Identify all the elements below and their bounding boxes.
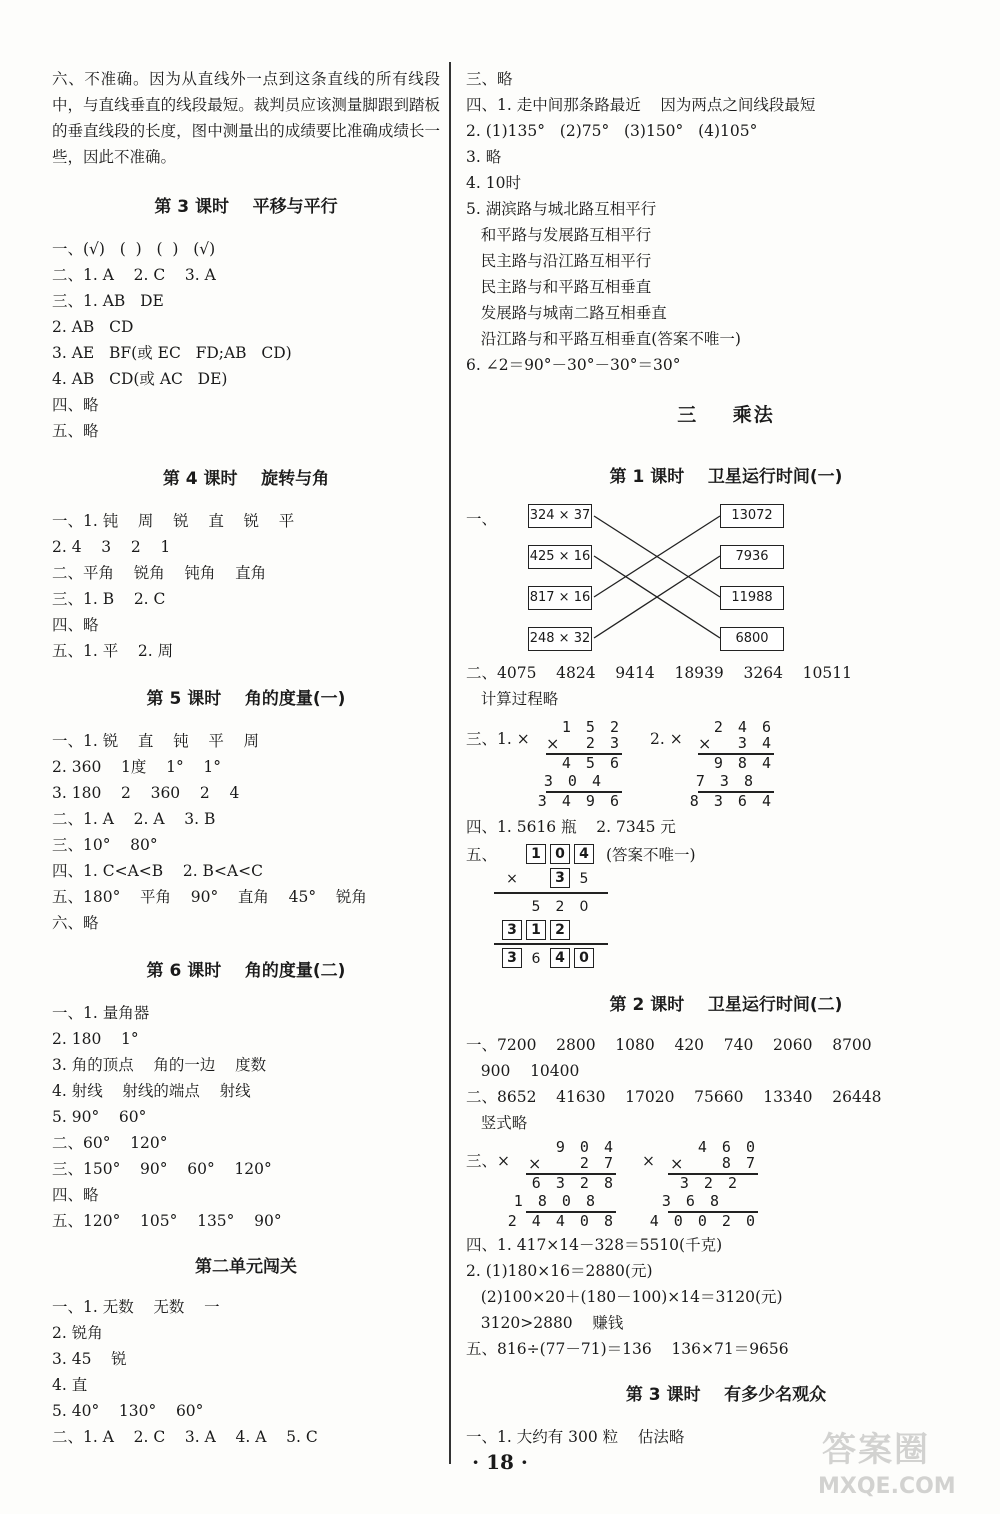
answer-line: 四、1. 走中间那条路最近 因为两点之间线段最短 xyxy=(466,96,816,114)
answer-line: 2. 360 1度 1° 1° xyxy=(52,758,222,776)
multiplicand: 9 0 4 xyxy=(555,1138,616,1156)
digit-box: 1 xyxy=(526,844,546,864)
answer-line: 二、4075 4824 9414 18939 3264 10511 xyxy=(466,664,852,682)
section-title: 第 2 课时 卫星运行时间(二) xyxy=(609,995,843,1015)
partial-product: 3 6 8 xyxy=(661,1192,722,1210)
answer-line: 一、(√) ( ) ( ) (√) xyxy=(52,240,216,258)
answer-line: 四、1. 5616 瓶 2. 7345 元 xyxy=(466,818,676,836)
result-box: 13072 xyxy=(720,504,784,528)
digit-box: 2 xyxy=(550,920,570,940)
partial-product: 3 2 2 xyxy=(679,1174,740,1192)
multiplier: 8 7 xyxy=(721,1154,758,1172)
answer-line: 五、1. 平 2. 周 xyxy=(52,642,174,660)
answer-line: 2. (1)180×16＝2880(元) xyxy=(466,1262,653,1280)
partial-product: 7 3 8 xyxy=(695,772,756,790)
vertical-multiplication xyxy=(689,718,774,810)
answer-line: 二、1. A 2. A 3. B xyxy=(52,810,216,828)
result-box: 6800 xyxy=(720,627,784,651)
answer-line: 和平路与发展路互相平行 xyxy=(466,226,652,244)
answer-line: 一、1. 锐 直 钝 平 周 xyxy=(52,732,260,750)
answer-line: 一、1. 钝 周 锐 直 锐 平 xyxy=(52,512,295,530)
answer-line: 2. AB CD xyxy=(52,318,134,336)
digit-puzzle xyxy=(494,842,614,972)
answer-line: 6. ∠2＝90°－30°－30°＝30° xyxy=(466,356,681,374)
answer-line: 五、120° 105° 135° 90° xyxy=(52,1212,282,1230)
answer-line: 3. 45 锐 xyxy=(52,1350,127,1368)
answer-line: 3. 180 2 360 2 4 xyxy=(52,784,240,802)
answer-line: 三、10° 80° xyxy=(52,836,158,854)
answer-line: 2. 锐角 xyxy=(52,1324,103,1342)
question-label: 一、 xyxy=(466,510,498,528)
multiplier: 2 3 xyxy=(585,734,622,752)
answer-note: (答案不唯一) xyxy=(606,846,696,864)
answer-line: 一、1. 量角器 xyxy=(52,1004,150,1022)
digit: 2 xyxy=(555,899,565,915)
product: 3 4 9 6 xyxy=(537,792,622,810)
answer-line: 四、1. 417×14－328＝5510(千克) xyxy=(466,1236,723,1254)
answer-line: 3. AE BF(或 EC FD;AB CD) xyxy=(52,344,292,362)
partial-product: 3 0 4 xyxy=(543,772,604,790)
vertical-multiplication xyxy=(537,718,622,810)
answer-line: 一、7200 2800 1080 420 740 2060 8700 xyxy=(466,1036,872,1054)
answer-line: 五、略 xyxy=(52,422,99,440)
answer-line: 三、1. B 2. C xyxy=(52,590,166,608)
multiplicand: 4 6 0 xyxy=(697,1138,758,1156)
section-title: 第 6 课时 角的度量(二) xyxy=(146,961,346,981)
multiplier: 3 4 xyxy=(737,734,774,752)
section-title: 第 3 课时 平移与平行 xyxy=(154,197,338,217)
answer-line: 2. (1)135° (2)75° (3)150° (4)105° xyxy=(466,122,758,140)
multiplicand: 1 5 2 xyxy=(561,718,622,736)
vertical-multiplication xyxy=(649,1138,758,1230)
question-label: 2. × xyxy=(650,730,683,748)
expression-box: 248 × 32 xyxy=(528,627,592,651)
question-label: 三、1. × xyxy=(466,730,530,748)
rule xyxy=(494,892,608,894)
answer-line: 一、1. 大约有 300 粒 估法略 xyxy=(466,1428,685,1446)
product: 4 0 0 2 0 xyxy=(649,1212,758,1230)
answer-line: (2)100×20＋(180－100)×14＝3120(元) xyxy=(466,1288,783,1306)
answer-line: 900 10400 xyxy=(466,1062,580,1080)
section-title: 第 4 课时 旋转与角 xyxy=(162,469,330,489)
digit: 0 xyxy=(579,899,589,915)
answer-line: 六、略 xyxy=(52,914,99,932)
answer-paragraph: 六、不准确。因为从直线外一点到这条直线的所有线段中，与直线垂直的线段最短。裁判员应该测量脚跟到踏板的垂直线段的长度，图中测量出的成绩要比准确成绩长一些，因此不准确。 xyxy=(52,70,440,166)
answer-line: 发展路与城南二路互相垂直 xyxy=(466,304,667,322)
rule xyxy=(494,943,608,945)
answer-line: 4. 射线 射线的端点 射线 xyxy=(52,1082,251,1100)
answer-line: 二、8652 41630 17020 75660 13340 26448 xyxy=(466,1088,882,1106)
partial-product: 1 8 0 8 xyxy=(513,1192,598,1210)
answer-line: 竖式略 xyxy=(466,1114,528,1132)
digit-box: 3 xyxy=(502,920,522,940)
digit: 5 xyxy=(531,899,541,915)
answer-line: 四、略 xyxy=(52,396,99,414)
digit: 5 xyxy=(579,871,589,887)
section-title: 第 5 课时 角的度量(一) xyxy=(146,689,346,709)
digit-box: 3 xyxy=(502,948,522,968)
answer-line: 沿江路与和平路互相垂直(答案不唯一) xyxy=(466,330,741,348)
expression-box: 425 × 16 xyxy=(528,545,592,569)
question-label: 三、× xyxy=(466,1152,510,1170)
section-title: 第 3 课时 有多少名观众 xyxy=(625,1385,827,1405)
watermark-text: 答案圈 xyxy=(822,1430,930,1470)
column-divider xyxy=(449,62,451,1464)
answer-line: 2. 180 1° xyxy=(52,1030,139,1048)
page-number: · 18 · xyxy=(472,1450,528,1474)
times-sign: × xyxy=(670,1154,684,1173)
watermark-url: MXQE.COM xyxy=(818,1474,956,1499)
result-box: 7936 xyxy=(720,545,784,569)
answer-line: 二、1. A 2. C 3. A xyxy=(52,266,216,284)
answer-line: 四、略 xyxy=(52,616,99,634)
result-box: 11988 xyxy=(720,586,784,610)
expression-box: 324 × 37 xyxy=(528,504,592,528)
expression-box: 817 × 16 xyxy=(528,586,592,610)
partial-product: 6 3 2 8 xyxy=(531,1174,616,1192)
question-label: 五、 xyxy=(466,846,498,864)
digit-box: 0 xyxy=(574,948,594,968)
answer-line: 5. 湖滨路与城北路互相平行 xyxy=(466,200,657,218)
answer-line: 2. 4 3 2 1 xyxy=(52,538,171,556)
unit-title: 三 乘法 xyxy=(677,404,775,426)
answer-line: 三、略 xyxy=(466,70,513,88)
section-title: 第 1 课时 卫星运行时间(一) xyxy=(609,467,843,487)
question-label: × xyxy=(642,1152,655,1170)
answer-line: 3. 角的顶点 角的一边 度数 xyxy=(52,1056,267,1074)
answer-line: 4. AB CD(或 AC DE) xyxy=(52,370,228,388)
times-sign: × xyxy=(528,1154,542,1173)
answer-line: 五、180° 平角 90° 直角 45° 锐角 xyxy=(52,888,367,906)
answer-line: 五、816÷(77－71)＝136 136×71＝9656 xyxy=(466,1340,789,1358)
digit: 6 xyxy=(531,951,541,967)
answer-line: 一、1. 无数 无数 一 xyxy=(52,1298,220,1316)
times-sign: × xyxy=(546,734,560,753)
times-sign: × xyxy=(698,734,712,753)
answer-line: 二、平角 锐角 钝角 直角 xyxy=(52,564,267,582)
answer-line: 四、略 xyxy=(52,1186,99,1204)
matching-diagram xyxy=(528,504,868,664)
answer-line: 3. 略 xyxy=(466,148,502,166)
digit-box: 1 xyxy=(526,920,546,940)
answer-line: 3120>2880 赚钱 xyxy=(466,1314,624,1332)
answer-line: 四、1. C<A<B 2. B<A<C xyxy=(52,862,263,880)
digit-box: 4 xyxy=(550,948,570,968)
digit-box: 4 xyxy=(574,844,594,864)
multiplicand: 2 4 6 xyxy=(713,718,774,736)
product: 2 4 4 0 8 xyxy=(507,1212,616,1230)
answer-line: 三、1. AB DE xyxy=(52,292,164,310)
answer-line: 民主路与沿江路互相平行 xyxy=(466,252,652,270)
digit-box: 0 xyxy=(550,844,570,864)
answer-line: 5. 90° 60° xyxy=(52,1108,147,1126)
partial-product: 4 5 6 xyxy=(561,754,622,772)
product: 8 3 6 4 xyxy=(689,792,774,810)
section-title: 第二单元闯关 xyxy=(195,1257,297,1277)
answer-line: 三、150° 90° 60° 120° xyxy=(52,1160,272,1178)
answer-line: 二、1. A 2. C 3. A 4. A 5. C xyxy=(52,1428,318,1446)
answer-line: 二、60° 120° xyxy=(52,1134,168,1152)
answer-line: 4. 10时 xyxy=(466,174,521,192)
answer-line: 5. 40° 130° 60° xyxy=(52,1402,204,1420)
answer-line: 民主路与和平路互相垂直 xyxy=(466,278,652,296)
multiplier: 2 7 xyxy=(579,1154,616,1172)
digit-box: 3 xyxy=(550,868,570,888)
watermark-logo xyxy=(800,1418,980,1508)
answer-line: 计算过程略 xyxy=(466,690,559,708)
partial-product: 9 8 4 xyxy=(713,754,774,772)
vertical-multiplication xyxy=(507,1138,616,1230)
answer-line: 4. 直 xyxy=(52,1376,88,1394)
times-sign: × xyxy=(506,871,518,887)
